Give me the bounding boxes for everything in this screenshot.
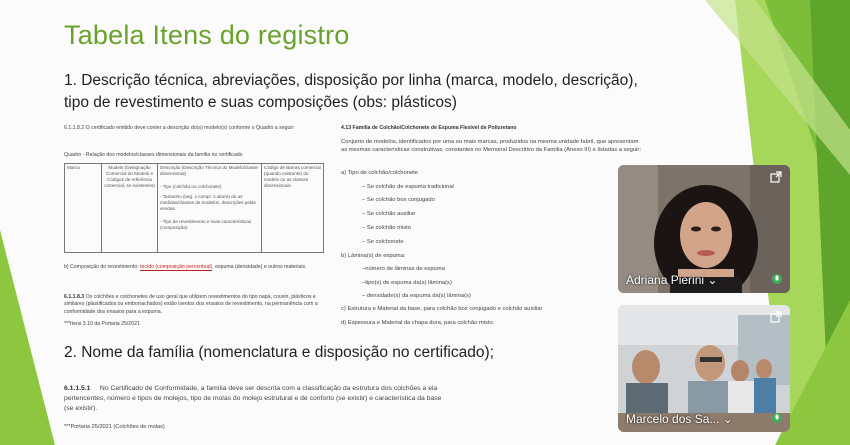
slide-left-decoration xyxy=(0,230,60,445)
para-label: 6.1.1.8.3 xyxy=(64,294,85,300)
table-desc-item: - Tipo (colchão ou colchonete) xyxy=(160,184,222,189)
table-header-descricao: Descrição (Descrição Técnica do Modelo/classe dimensional) xyxy=(160,165,258,176)
doc-bottom-footnote: ***Portaria 25/2021 (Colchões de molas) xyxy=(64,424,165,430)
doc-para-6-1-1-8-3 xyxy=(64,294,326,316)
speaking-indicator-icon xyxy=(772,273,782,285)
doc-bottom-paragraph xyxy=(64,384,444,414)
doc-right-b-label: b) Lâmina(s) de espuma: xyxy=(341,253,406,259)
doc-right-a-item: – Se colchão misto xyxy=(362,225,411,231)
doc-right-a-item: – Se colchão box conjugado xyxy=(362,197,435,203)
slide-title: Tabela Itens do registro xyxy=(64,20,350,50)
doc-left-footnote: ***Itens 3.10 da Portaria 25/2021 xyxy=(64,321,140,327)
expand-icon[interactable] xyxy=(770,311,782,323)
doc-right-intro: Conjunto de modelos, identificados por uma ou mais marcas, produzidos na mesma unidade fabril, que apresentam as mesmas características construtivas, constantes no Memorial Descritivo da Família (Anexo III) e listadas a seguir: xyxy=(341,139,641,153)
slide-item-1: 1. Descrição técnica, abreviações, disposição por linha (marca, modelo, descrição), tipo de revestimento e suas composições (obs: plásticos) xyxy=(64,72,638,111)
doc-left-intro: 6.1.1.8.2 O certificado emitido deve conter a descrição do(s) modelo(s) conforme o Quadro a seguir: xyxy=(64,125,295,131)
participant-name: Adriana Pierini ⌄ xyxy=(626,273,718,287)
doc-right-heading: 4.13 Família de Colchão/Colchonete de Espuma Flexível de Poliuretano xyxy=(341,125,517,131)
participant-name: Marcelo dos Sa... ⌄ xyxy=(626,412,733,426)
doc-right-a-item: – Se colchão auxiliar xyxy=(362,211,416,217)
doc-right-a-item: – Se colchão de espuma tradicional xyxy=(362,184,454,190)
chevron-down-icon[interactable]: ⌄ xyxy=(707,273,718,287)
doc-note-revestimento xyxy=(64,264,326,271)
slide-item-2: 2. Nome da família (nomenclatura e disposição no certificado); xyxy=(64,344,494,361)
doc-right-c: c) Estrutura e Material da base, para colchão box conjugado e colchão auxiliar xyxy=(341,306,543,312)
doc-bottom-text: No Certificado de Conformidade, a família deve ser descrita com a classificação da estrutura dos colchões a ela pertencentes, número e tipos de molejos, tipo de molas do molejo estrutural e de conforto (se existir) e característica da base (se existir). xyxy=(64,385,442,412)
table-desc-item: - Tamanho (larg. x compr. x altura) de as medidas/classes de modelos, descrições pelas vendas. xyxy=(160,194,256,211)
participant-video-tile[interactable] xyxy=(618,165,790,293)
speaking-indicator-icon xyxy=(772,412,782,424)
doc-quadro-title: Quadro - Relação dos modelos/classes dimensionais da família no certificado xyxy=(64,152,243,158)
doc-right-a-item: – Se colchonete xyxy=(362,239,404,245)
doc-models-table xyxy=(64,163,324,253)
doc-right-d: d) Espessura e Material da chapa dura, para colchão misto. xyxy=(341,320,495,326)
para-text: Os colchões e colchonetes de uso geral que utilizem revestimentos do tipo napa, couvin, plásticos e similares (plastificados ou emborrachados) estão isentos dos ensaios de revestimento, na permanência com a conformidade dos ensaios para a espuma. xyxy=(64,294,318,315)
table-header-marca: Marca xyxy=(67,165,80,170)
participant-video-tile[interactable] xyxy=(618,305,790,432)
doc-right-b-item: –número de lâminas de espuma xyxy=(362,266,445,272)
expand-icon[interactable] xyxy=(770,171,782,183)
chevron-down-icon[interactable]: ⌄ xyxy=(722,412,733,426)
table-desc-item: - Tipo de revestimento e suas características (composição) xyxy=(160,219,252,230)
doc-right-b-item: – densidade(s) da espuma da(s) lâmina(s) xyxy=(362,293,471,299)
table-header-modelo: Modelo (Designação Comercial do Modelo e Códigos de referência comercial, se existentes) xyxy=(104,165,155,188)
doc-right-a-label: a) Tipo de colchão/colchonete xyxy=(341,170,419,176)
table-header-codigo: Código de Barras comercial (quando existente) do modelo ou as classes dimensionais xyxy=(264,165,321,188)
note-prefix: b) Composição do revestimento: xyxy=(64,264,141,270)
note-suffix: , espuma (densidade) e outros materiais. xyxy=(212,264,307,270)
doc-right-b-item: –tipo(s) de espuma da(s) lâmina(s) xyxy=(362,280,452,286)
doc-bottom-label: 6.1.1.5.1 xyxy=(64,385,91,392)
note-highlight: tecido (composição percentual) xyxy=(140,264,213,270)
